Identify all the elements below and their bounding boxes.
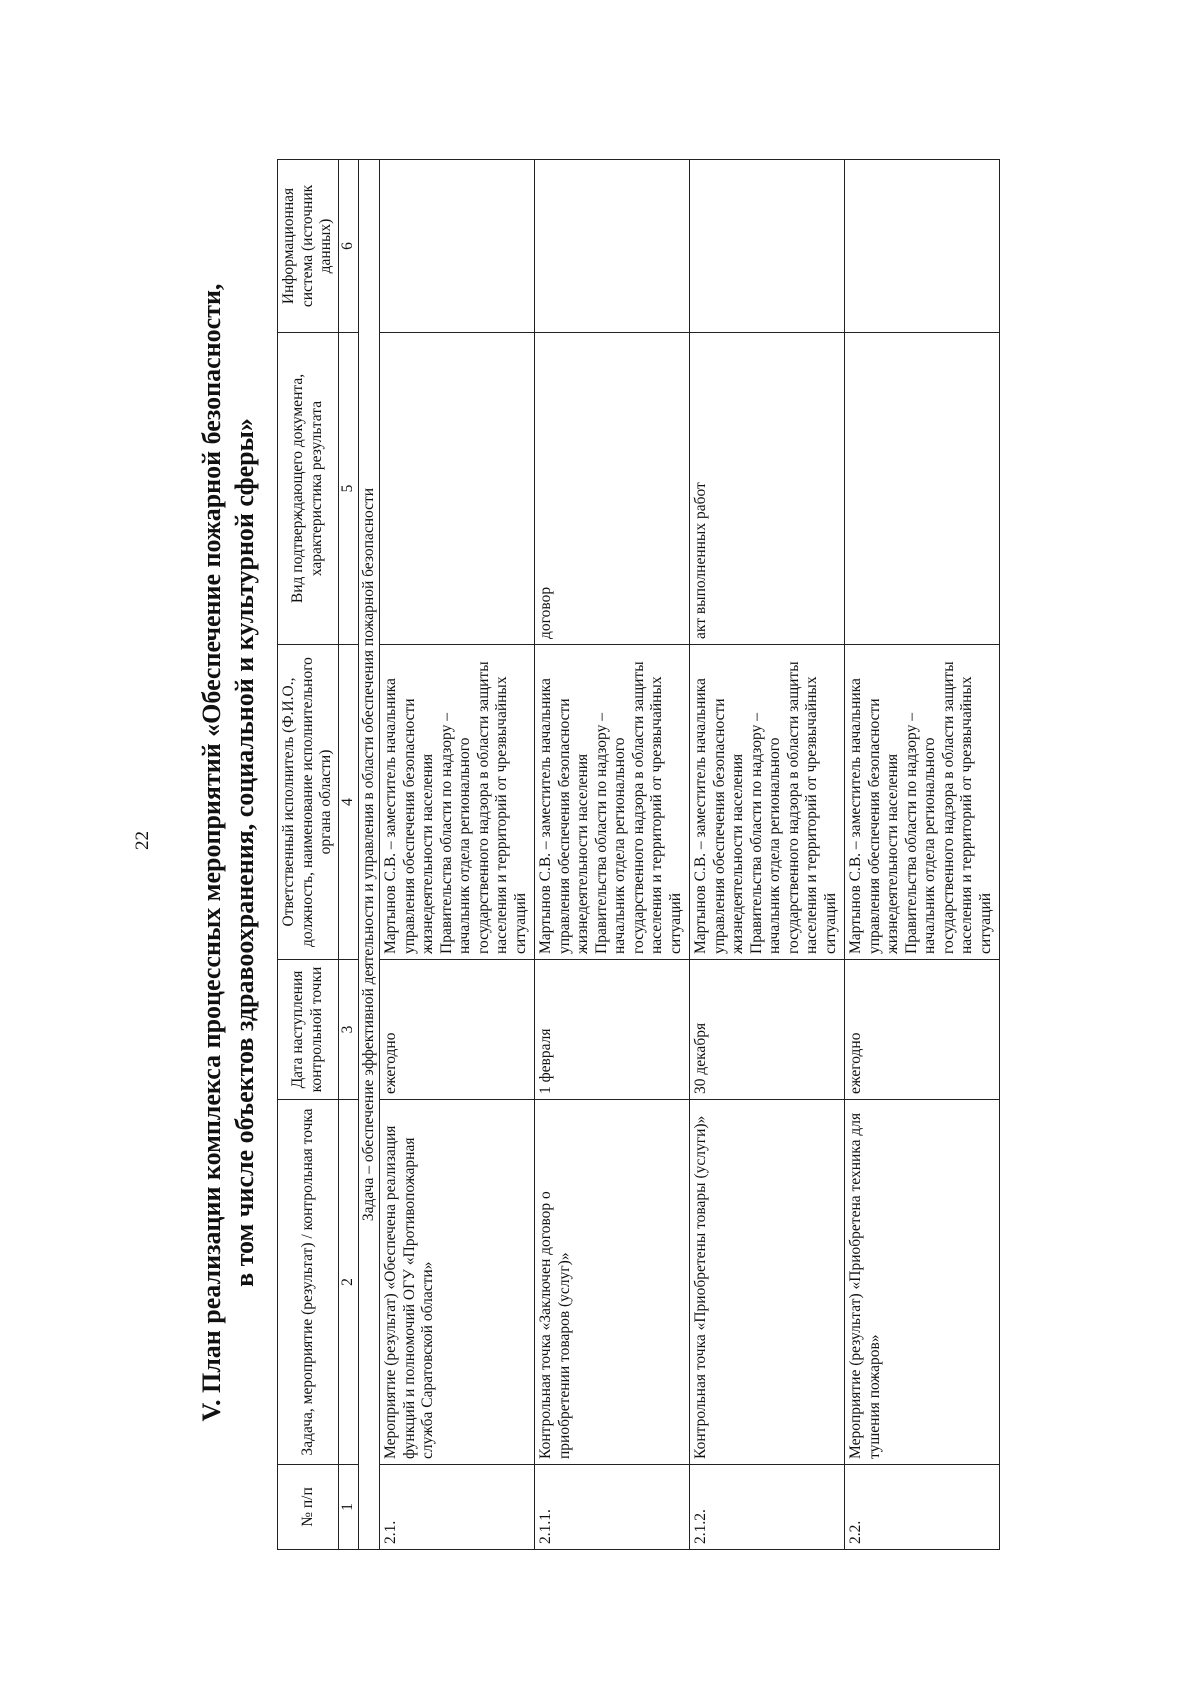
column-number: 4 — [338, 645, 358, 960]
task-row — [358, 160, 380, 1550]
table-row — [690, 160, 845, 1550]
table-row — [535, 160, 690, 1550]
rotated-sheet — [195, 150, 1095, 1555]
header-number: № п/п — [278, 1465, 339, 1550]
table-header-row — [278, 160, 339, 1550]
responsible-line-2: Правительства области по надзору – начальник отдела регионального государственного надзора в области защиты населения и территорий от чрезвычайных ситуаций — [592, 661, 684, 954]
row-responsible — [535, 645, 690, 960]
responsible-line-1: Мартынов С.В. – заместитель начальника управления обеспечения безопасности жизнедеятельности населения — [537, 678, 591, 954]
row-number: 2.1.2. — [690, 1465, 845, 1550]
row-information-system — [535, 160, 690, 333]
responsible-line-1: Мартынов С.В. – заместитель начальника управления обеспечения безопасности жизнедеятельности населения — [692, 678, 746, 954]
row-document: акт выполненных работ — [690, 333, 845, 645]
column-number-row — [338, 160, 358, 1550]
row-date: ежегодно — [845, 960, 1000, 1100]
column-number: 1 — [338, 1465, 358, 1550]
table-row — [845, 160, 1000, 1550]
column-number: 2 — [338, 1100, 358, 1465]
row-date: ежегодно — [380, 960, 535, 1100]
row-document — [380, 333, 535, 645]
row-document: договор — [535, 333, 690, 645]
row-task-name: Контрольная точка «Приобретены товары (услуги)» — [690, 1100, 845, 1465]
column-number: 6 — [338, 160, 358, 333]
row-task-name: Мероприятие (результат) «Обеспечена реализация функций и полномочий ОГУ «Противопожарная служба Саратовской области» — [380, 1100, 535, 1465]
header-information-system: Информационная система (источник данных) — [278, 160, 339, 333]
column-number: 3 — [338, 960, 358, 1100]
document-title-line-1: V. План реализации комплекса процессных мероприятий «Обеспечение пожарной безопасности, — [197, 283, 226, 1422]
responsible-line-2: Правительства области по надзору – начальник отдела регионального государственного надзора в области защиты населения и территорий от чрезвычайных ситуаций — [902, 661, 994, 954]
row-number: 2.1. — [380, 1465, 535, 1550]
responsible-line-1: Мартынов С.В. – заместитель начальника управления обеспечения безопасности жизнедеятельности населения — [847, 678, 901, 954]
row-date: 30 декабря — [690, 960, 845, 1100]
table-row — [380, 160, 535, 1550]
responsible-line-2: Правительства области по надзору – начальник отдела регионального государственного надзора в области защиты населения и территорий от чрезвычайных ситуаций — [747, 661, 839, 954]
row-information-system — [690, 160, 845, 333]
row-date: 1 февраля — [535, 960, 690, 1100]
row-information-system — [380, 160, 535, 333]
task-cell: Задача – обеспечение эффективной деятельности и управления в области обеспечения пожарной безопасности — [358, 160, 380, 1550]
row-responsible — [380, 645, 535, 960]
header-task: Задача, мероприятие (результат) / контрольная точка — [278, 1100, 339, 1465]
responsible-line-1: Мартынов С.В. – заместитель начальника управления обеспечения безопасности жизнедеятельности населения — [382, 678, 436, 954]
row-number: 2.2. — [845, 1465, 1000, 1550]
column-number: 5 — [338, 333, 358, 645]
row-task-name: Мероприятие (результат) «Приобретена техника для тушения пожаров» — [845, 1100, 1000, 1465]
row-task-name: Контрольная точка «Заключен договор о приобретении товаров (услуг)» — [535, 1100, 690, 1465]
header-document: Вид подтверждающего документа, характеристика результата — [278, 333, 339, 645]
document-title-line-2: в том числе объектов здравоохранения, социальной и культурной сферы» — [230, 418, 259, 1287]
row-number: 2.1.1. — [535, 1465, 690, 1550]
page-number: 22 — [132, 831, 153, 850]
row-responsible — [845, 645, 1000, 960]
row-information-system — [845, 160, 1000, 333]
responsible-line-2: Правительства области по надзору – начальник отдела регионального государственного надзора в области защиты населения и территорий от чрезвычайных ситуаций — [437, 661, 529, 954]
header-date: Дата наступления контрольной точки — [278, 960, 339, 1100]
plan-table — [277, 159, 1000, 1550]
row-responsible — [690, 645, 845, 960]
row-document — [845, 333, 1000, 645]
header-responsible: Ответственный исполнитель (Ф.И.О., должность, наименование исполнительного органа области) — [278, 645, 339, 960]
